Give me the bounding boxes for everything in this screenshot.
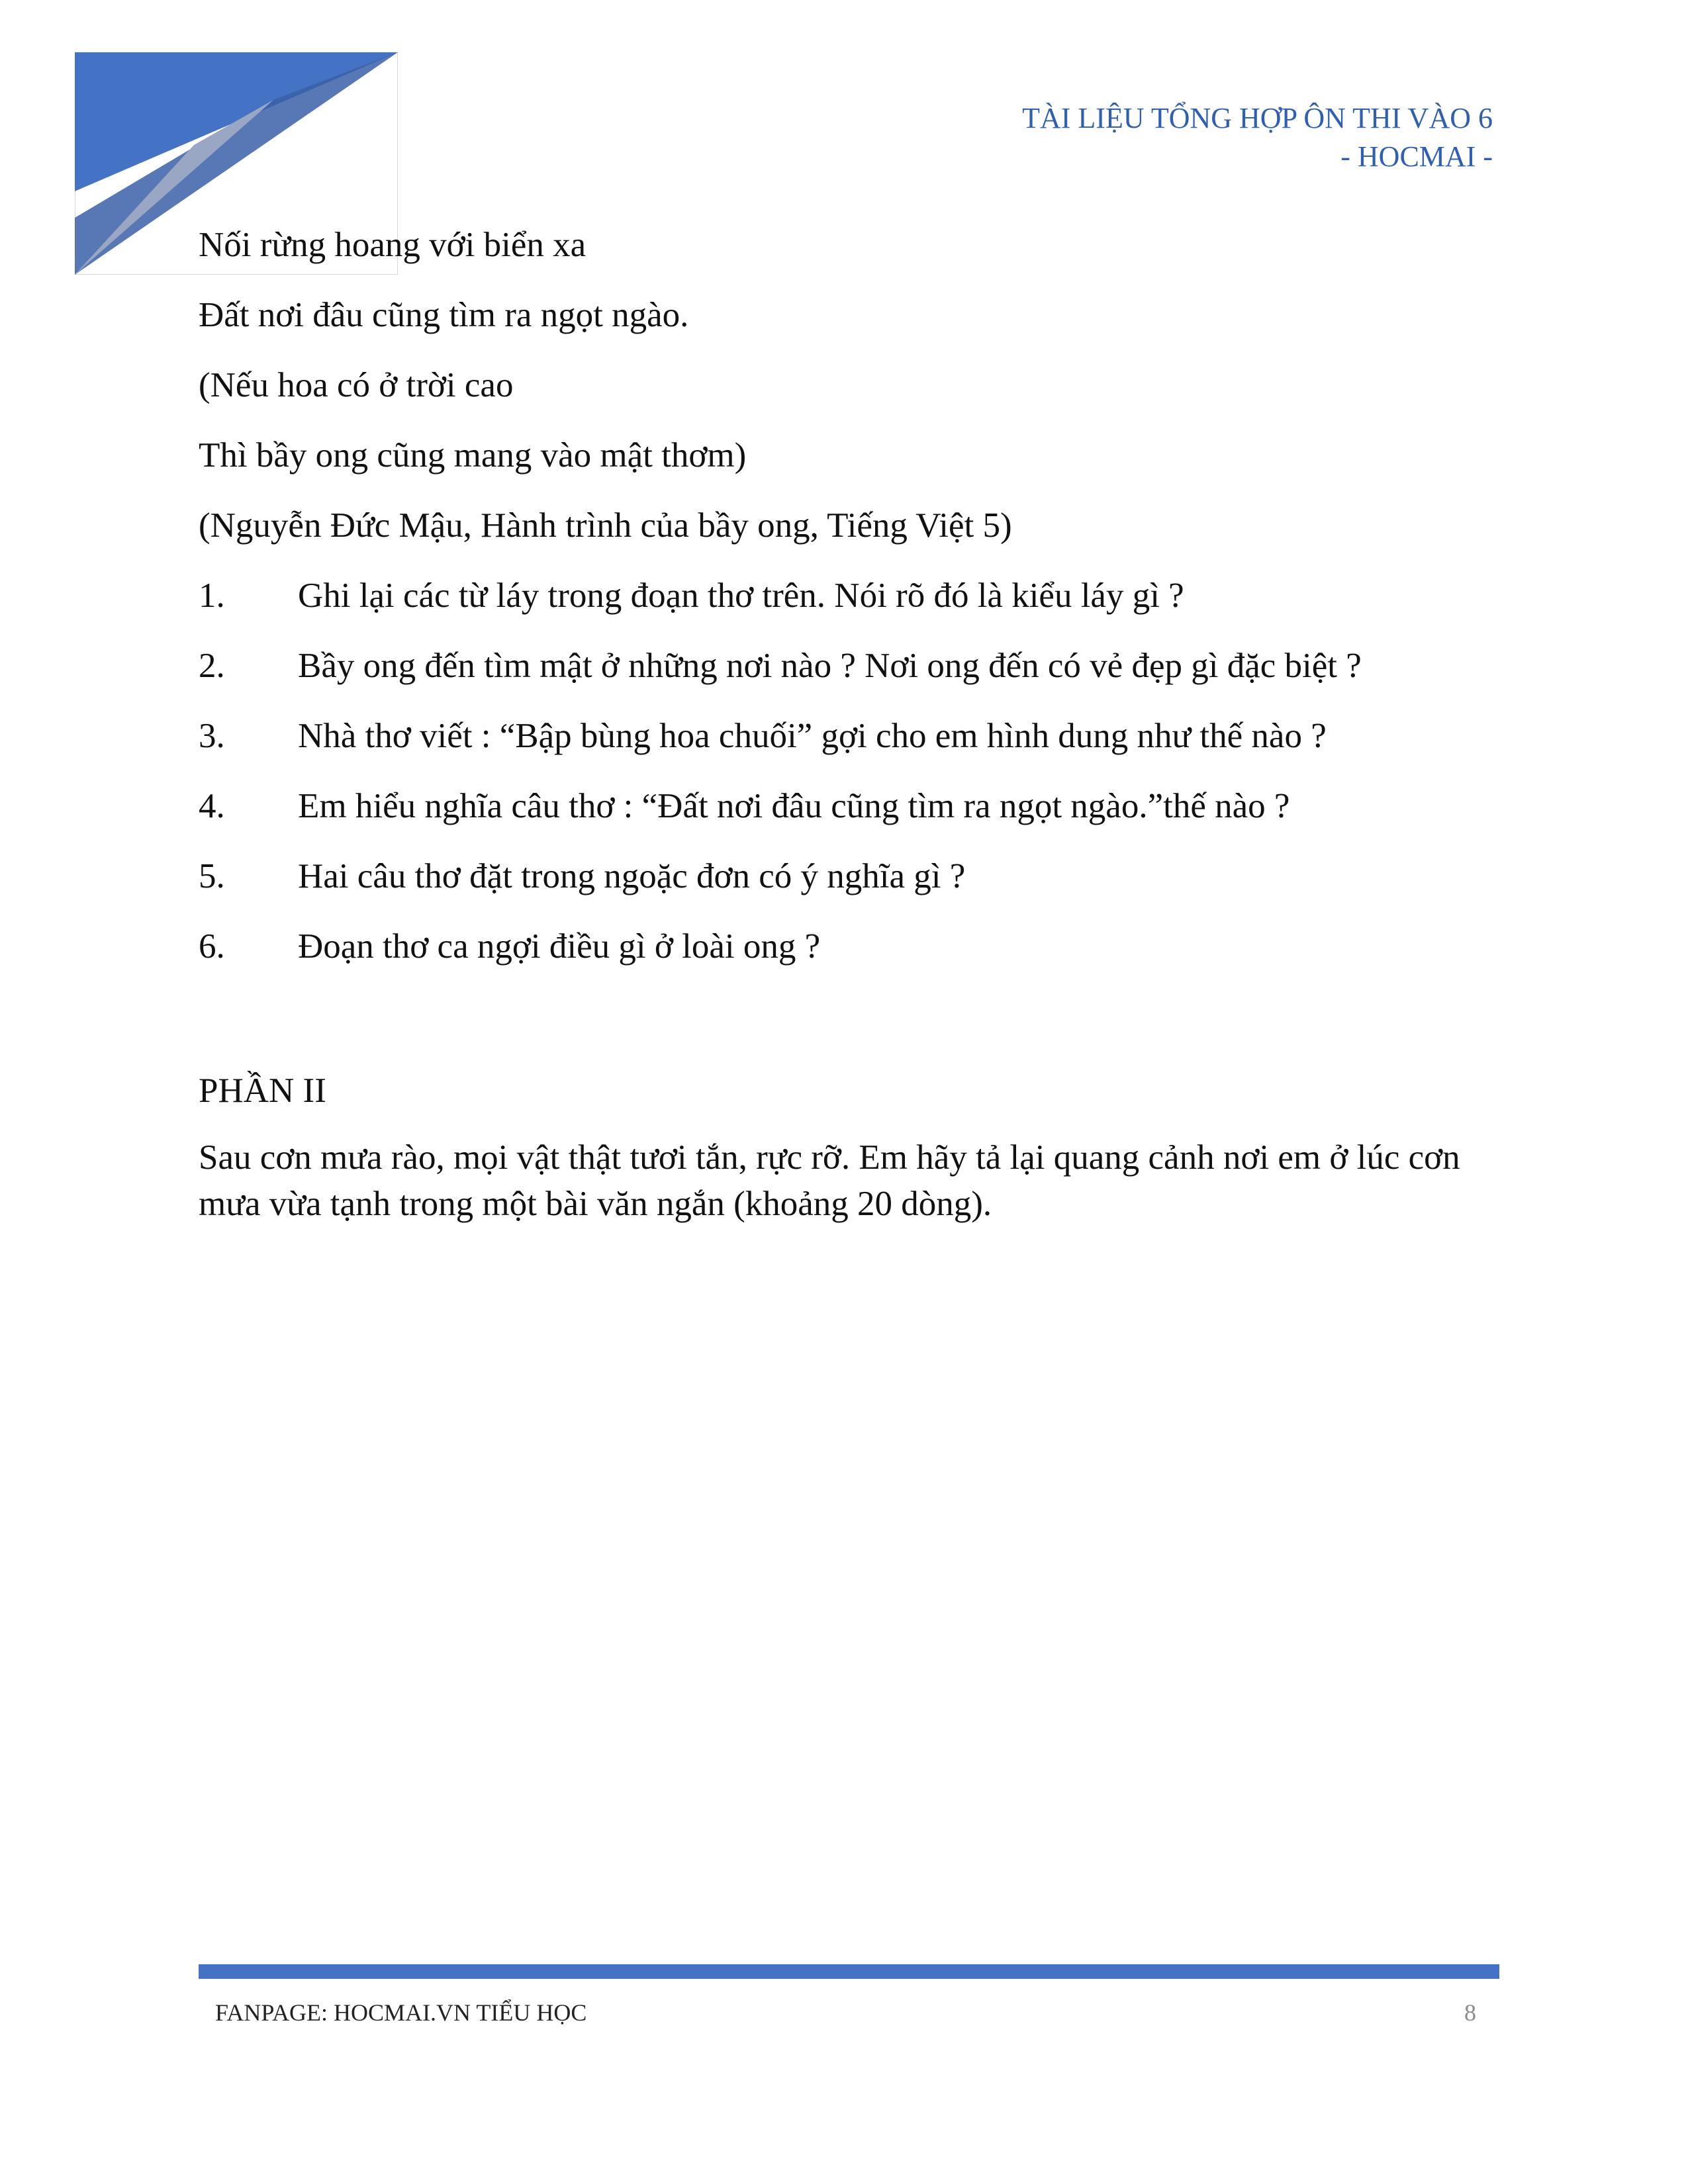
question-item [199,920,1496,990]
question-item [199,569,1496,639]
section-title: PHẦN II [199,1071,326,1110]
poem-line: Nối rừng hoang với biển xa [199,226,586,264]
question-item [199,709,1496,780]
header-brand: - HOCMAI - [1340,140,1493,173]
essay-prompt: Sau cơn mưa rào, mọi vật thật tươi tắn, rực rỡ. Em hãy tả lại quang cảnh nơi em ở lúc cơn mưa vừa tạnh trong một bài văn ngắn (khoảng 20 dòng). [199,1138,1460,1223]
question-number: 5. [199,857,225,895]
question-item [199,780,1496,850]
header-title: TÀI LIỆU TỔNG HỢP ÔN THI VÀO 6 [1022,102,1493,134]
question-item [199,639,1496,709]
poem-line: (Nếu hoa có ở trời cao [199,366,514,404]
question-text: Đoạn thơ ca ngợi điều gì ở loài ong ? [298,927,821,966]
page-number: 8 [1464,1999,1476,2026]
question-text: Hai câu thơ đặt trong ngoặc đơn có ý nghĩa gì ? [298,857,966,895]
question-number: 6. [199,927,225,966]
question-text: Em hiểu nghĩa câu thơ : “Đất nơi đâu cũng tìm ra ngọt ngào.”thế nào ? [298,787,1290,825]
poem-citation: (Nguyễn Đức Mậu, Hành trình của bầy ong, Tiếng Việt 5) [199,506,1012,545]
question-number: 1. [199,576,225,615]
question-text: Nhà thơ viết : “Bập bùng hoa chuối” gợi cho em hình dung như thế nào ? [298,717,1327,755]
document-header [1022,99,1493,176]
poem-line: Đất nơi đâu cũng tìm ra ngọt ngào. [199,296,689,334]
footer-divider [199,1964,1499,1979]
question-number: 4. [199,787,225,825]
document-body [199,218,1496,1227]
question-number: 3. [199,717,225,755]
footer-fanpage: FANPAGE: HOCMAI.VN TIỂU HỌC [215,1999,587,2026]
question-text: Ghi lại các từ láy trong đoạn thơ trên. Nói rõ đó là kiểu láy gì ? [298,576,1184,615]
question-text: Bầy ong đến tìm mật ở những nơi nào ? Nơi ong đến có vẻ đẹp gì đặc biệt ? [298,647,1362,685]
question-number: 2. [199,647,225,685]
question-item [199,850,1496,920]
poem-line: Thì bầy ong cũng mang vào mật thơm) [199,436,747,475]
